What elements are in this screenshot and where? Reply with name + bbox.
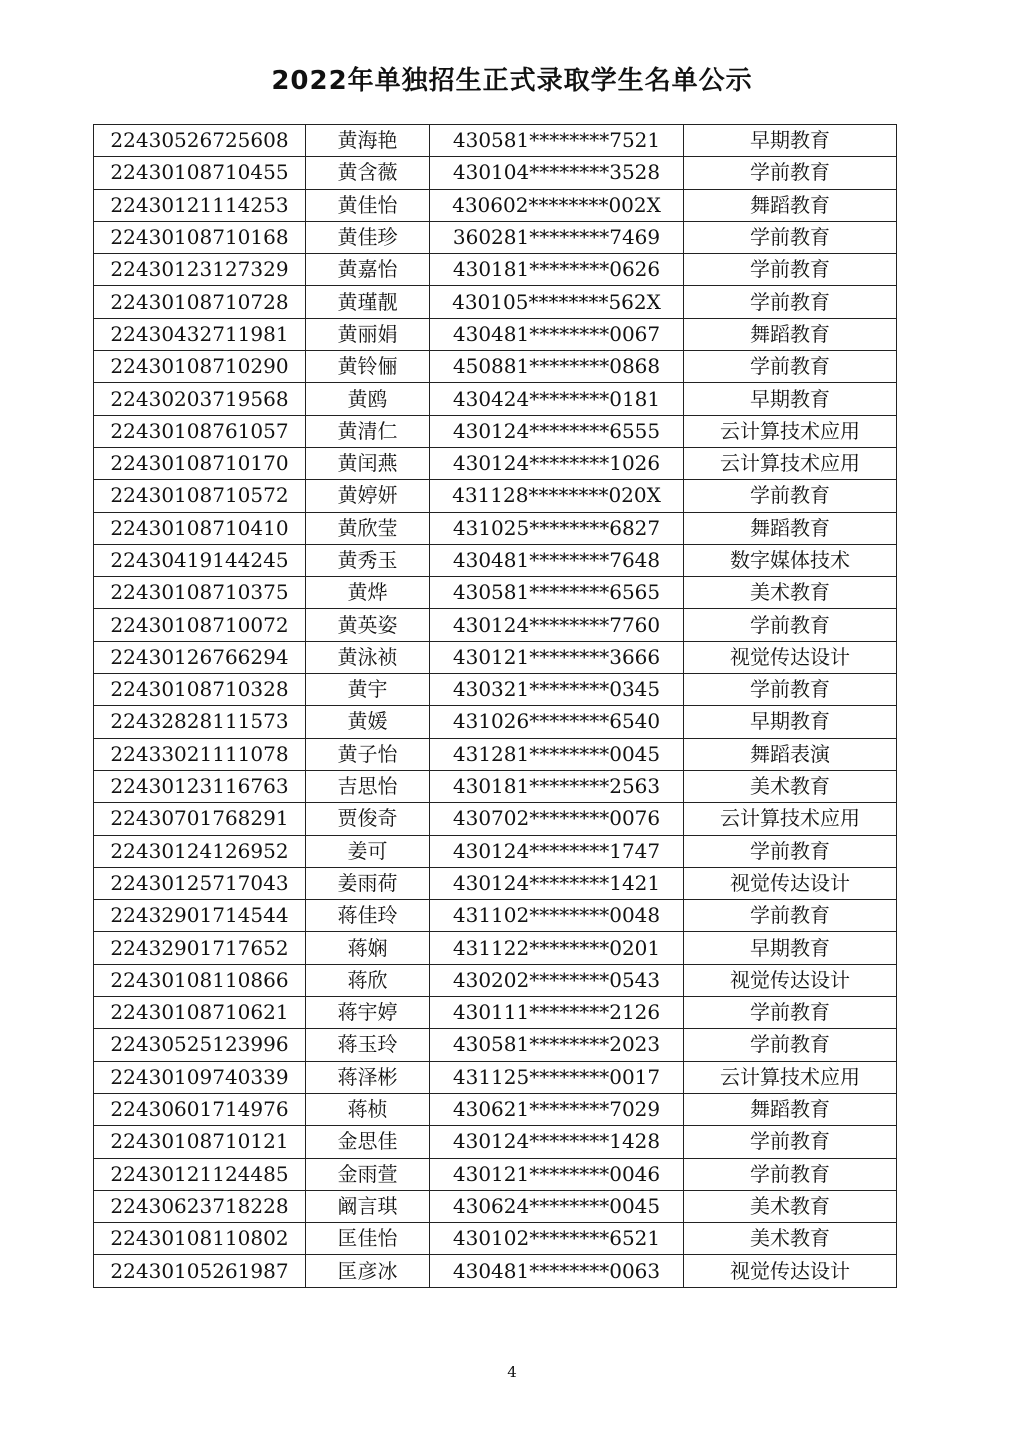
id-number-cell: 430581********6565: [430, 577, 684, 609]
student-name-cell: 黄闰燕: [306, 447, 430, 479]
exam-number-cell: 22430126766294: [94, 641, 306, 673]
exam-number-cell: 22430121114253: [94, 189, 306, 221]
table-row: [94, 997, 897, 1029]
exam-number-cell: 22432901717652: [94, 932, 306, 964]
id-number-cell: 430624********0045: [430, 1190, 684, 1222]
exam-number-cell: 22430108710375: [94, 577, 306, 609]
table-row: [94, 770, 897, 802]
student-name-cell: 姜可: [306, 835, 430, 867]
exam-number-cell: 22430123127329: [94, 254, 306, 286]
student-name-cell: 匡彦冰: [306, 1255, 430, 1287]
table-row: [94, 835, 897, 867]
student-name-cell: 蒋桢: [306, 1093, 430, 1125]
table-row: [94, 1029, 897, 1061]
id-number-cell: 430104********3528: [430, 157, 684, 189]
id-number-cell: 430111********2126: [430, 997, 684, 1029]
student-name-cell: 黄佳珍: [306, 221, 430, 253]
major-cell: 云计算技术应用: [684, 447, 897, 479]
major-cell: 学前教育: [684, 480, 897, 512]
exam-number-cell: 22430109740339: [94, 1061, 306, 1093]
exam-number-cell: 22430108710621: [94, 997, 306, 1029]
table-row: [94, 964, 897, 996]
major-cell: 学前教育: [684, 900, 897, 932]
exam-number-cell: 22430108710410: [94, 512, 306, 544]
table-row: [94, 609, 897, 641]
id-number-cell: 430121********3666: [430, 641, 684, 673]
major-cell: 早期教育: [684, 383, 897, 415]
exam-number-cell: 22430623718228: [94, 1190, 306, 1222]
id-number-cell: 430481********0063: [430, 1255, 684, 1287]
table-row: [94, 932, 897, 964]
table-row: [94, 803, 897, 835]
exam-number-cell: 22430432711981: [94, 318, 306, 350]
exam-number-cell: 22430108710168: [94, 221, 306, 253]
student-name-cell: 黄含薇: [306, 157, 430, 189]
roster-body: [94, 125, 897, 1288]
major-cell: 视觉传达设计: [684, 867, 897, 899]
major-cell: 早期教育: [684, 932, 897, 964]
major-cell: 美术教育: [684, 1223, 897, 1255]
id-number-cell: 430581********7521: [430, 125, 684, 157]
table-row: [94, 577, 897, 609]
student-name-cell: 黄佳怡: [306, 189, 430, 221]
table-row: [94, 480, 897, 512]
major-cell: 舞蹈教育: [684, 1093, 897, 1125]
major-cell: 学前教育: [684, 674, 897, 706]
major-cell: 早期教育: [684, 125, 897, 157]
major-cell: 美术教育: [684, 577, 897, 609]
id-number-cell: 430124********1026: [430, 447, 684, 479]
student-name-cell: 黄子怡: [306, 738, 430, 770]
table-row: [94, 1126, 897, 1158]
table-row: [94, 415, 897, 447]
exam-number-cell: 22430108710121: [94, 1126, 306, 1158]
major-cell: 舞蹈教育: [684, 318, 897, 350]
exam-number-cell: 22430125717043: [94, 867, 306, 899]
id-number-cell: 430321********0345: [430, 674, 684, 706]
major-cell: 学前教育: [684, 1158, 897, 1190]
exam-number-cell: 22430121124485: [94, 1158, 306, 1190]
student-name-cell: 黄英姿: [306, 609, 430, 641]
id-number-cell: 430124********1421: [430, 867, 684, 899]
id-number-cell: 431026********6540: [430, 706, 684, 738]
student-name-cell: 黄宇: [306, 674, 430, 706]
major-cell: 云计算技术应用: [684, 1061, 897, 1093]
exam-number-cell: 22430108710170: [94, 447, 306, 479]
major-cell: 美术教育: [684, 1190, 897, 1222]
table-row: [94, 706, 897, 738]
exam-number-cell: 22430108710455: [94, 157, 306, 189]
id-number-cell: 431122********0201: [430, 932, 684, 964]
table-row: [94, 900, 897, 932]
exam-number-cell: 22430701768291: [94, 803, 306, 835]
student-name-cell: 黄秀玉: [306, 544, 430, 576]
id-number-cell: 431102********0048: [430, 900, 684, 932]
student-name-cell: 吉思怡: [306, 770, 430, 802]
id-number-cell: 430621********7029: [430, 1093, 684, 1125]
table-row: [94, 738, 897, 770]
exam-number-cell: 22430108110802: [94, 1223, 306, 1255]
major-cell: 云计算技术应用: [684, 803, 897, 835]
student-name-cell: 姜雨荷: [306, 867, 430, 899]
table-row: [94, 221, 897, 253]
admission-roster-table: [93, 124, 897, 1288]
id-number-cell: 431125********0017: [430, 1061, 684, 1093]
table-row: [94, 867, 897, 899]
table-row: [94, 674, 897, 706]
table-row: [94, 286, 897, 318]
id-number-cell: 431128********020X: [430, 480, 684, 512]
major-cell: 舞蹈表演: [684, 738, 897, 770]
table-row: [94, 512, 897, 544]
id-number-cell: 430121********0046: [430, 1158, 684, 1190]
major-cell: 学前教育: [684, 254, 897, 286]
id-number-cell: 430102********6521: [430, 1223, 684, 1255]
exam-number-cell: 22430108710290: [94, 351, 306, 383]
student-name-cell: 黄泳祯: [306, 641, 430, 673]
exam-number-cell: 22433021111078: [94, 738, 306, 770]
student-name-cell: 黄瑾靓: [306, 286, 430, 318]
exam-number-cell: 22430108710328: [94, 674, 306, 706]
table-row: [94, 447, 897, 479]
major-cell: 学前教育: [684, 1126, 897, 1158]
major-cell: 学前教育: [684, 835, 897, 867]
id-number-cell: 430105********562X: [430, 286, 684, 318]
table-row: [94, 157, 897, 189]
page-title: 2022年单独招生正式录取学生名单公示: [271, 66, 753, 96]
exam-number-cell: 22432828111573: [94, 706, 306, 738]
id-number-cell: 430124********6555: [430, 415, 684, 447]
student-name-cell: 黄嘉怡: [306, 254, 430, 286]
table-row: [94, 1093, 897, 1125]
page-number: 4: [507, 1363, 517, 1381]
major-cell: 视觉传达设计: [684, 1255, 897, 1287]
table-row: [94, 1158, 897, 1190]
student-name-cell: 金思佳: [306, 1126, 430, 1158]
major-cell: 学前教育: [684, 997, 897, 1029]
major-cell: 美术教育: [684, 770, 897, 802]
exam-number-cell: 22430525123996: [94, 1029, 306, 1061]
id-number-cell: 430581********2023: [430, 1029, 684, 1061]
major-cell: 学前教育: [684, 1029, 897, 1061]
student-name-cell: 黄媛: [306, 706, 430, 738]
exam-number-cell: 22430105261987: [94, 1255, 306, 1287]
id-number-cell: 430181********2563: [430, 770, 684, 802]
student-name-cell: 黄婷妍: [306, 480, 430, 512]
exam-number-cell: 22430108761057: [94, 415, 306, 447]
major-cell: 视觉传达设计: [684, 964, 897, 996]
table-row: [94, 351, 897, 383]
id-number-cell: 430202********0543: [430, 964, 684, 996]
id-number-cell: 430424********0181: [430, 383, 684, 415]
id-number-cell: 430481********0067: [430, 318, 684, 350]
major-cell: 学前教育: [684, 221, 897, 253]
student-name-cell: 黄铃俪: [306, 351, 430, 383]
major-cell: 学前教育: [684, 351, 897, 383]
table-row: [94, 641, 897, 673]
table-row: [94, 1061, 897, 1093]
major-cell: 学前教育: [684, 286, 897, 318]
id-number-cell: 430481********7648: [430, 544, 684, 576]
table-row: [94, 383, 897, 415]
student-name-cell: 黄欣莹: [306, 512, 430, 544]
exam-number-cell: 22430123116763: [94, 770, 306, 802]
exam-number-cell: 22430526725608: [94, 125, 306, 157]
exam-number-cell: 22432901714544: [94, 900, 306, 932]
student-name-cell: 蒋泽彬: [306, 1061, 430, 1093]
exam-number-cell: 22430124126952: [94, 835, 306, 867]
id-number-cell: 430702********0076: [430, 803, 684, 835]
table-row: [94, 318, 897, 350]
id-number-cell: 431281********0045: [430, 738, 684, 770]
id-number-cell: 430124********1747: [430, 835, 684, 867]
student-name-cell: 黄海艳: [306, 125, 430, 157]
exam-number-cell: 22430108710072: [94, 609, 306, 641]
student-name-cell: 阚言琪: [306, 1190, 430, 1222]
exam-number-cell: 22430108110866: [94, 964, 306, 996]
major-cell: 云计算技术应用: [684, 415, 897, 447]
student-name-cell: 黄清仁: [306, 415, 430, 447]
exam-number-cell: 22430601714976: [94, 1093, 306, 1125]
id-number-cell: 360281********7469: [430, 221, 684, 253]
major-cell: 舞蹈教育: [684, 189, 897, 221]
student-name-cell: 蒋玉玲: [306, 1029, 430, 1061]
table-row: [94, 125, 897, 157]
major-cell: 学前教育: [684, 157, 897, 189]
major-cell: 舞蹈教育: [684, 512, 897, 544]
table-row: [94, 189, 897, 221]
student-name-cell: 蒋佳玲: [306, 900, 430, 932]
id-number-cell: 430602********002X: [430, 189, 684, 221]
id-number-cell: 430124********1428: [430, 1126, 684, 1158]
student-name-cell: 黄烨: [306, 577, 430, 609]
student-name-cell: 匡佳怡: [306, 1223, 430, 1255]
id-number-cell: 431025********6827: [430, 512, 684, 544]
student-name-cell: 黄鸥: [306, 383, 430, 415]
exam-number-cell: 22430108710572: [94, 480, 306, 512]
major-cell: 视觉传达设计: [684, 641, 897, 673]
student-name-cell: 贾俊奇: [306, 803, 430, 835]
id-number-cell: 450881********0868: [430, 351, 684, 383]
exam-number-cell: 22430419144245: [94, 544, 306, 576]
student-name-cell: 蒋宇婷: [306, 997, 430, 1029]
major-cell: 学前教育: [684, 609, 897, 641]
exam-number-cell: 22430203719568: [94, 383, 306, 415]
table-row: [94, 1190, 897, 1222]
student-name-cell: 蒋娴: [306, 932, 430, 964]
exam-number-cell: 22430108710728: [94, 286, 306, 318]
table-row: [94, 1223, 897, 1255]
table-row: [94, 254, 897, 286]
major-cell: 早期教育: [684, 706, 897, 738]
major-cell: 数字媒体技术: [684, 544, 897, 576]
id-number-cell: 430181********0626: [430, 254, 684, 286]
student-name-cell: 黄丽娟: [306, 318, 430, 350]
student-name-cell: 蒋欣: [306, 964, 430, 996]
student-name-cell: 金雨萱: [306, 1158, 430, 1190]
table-row: [94, 1255, 897, 1287]
table-row: [94, 544, 897, 576]
id-number-cell: 430124********7760: [430, 609, 684, 641]
